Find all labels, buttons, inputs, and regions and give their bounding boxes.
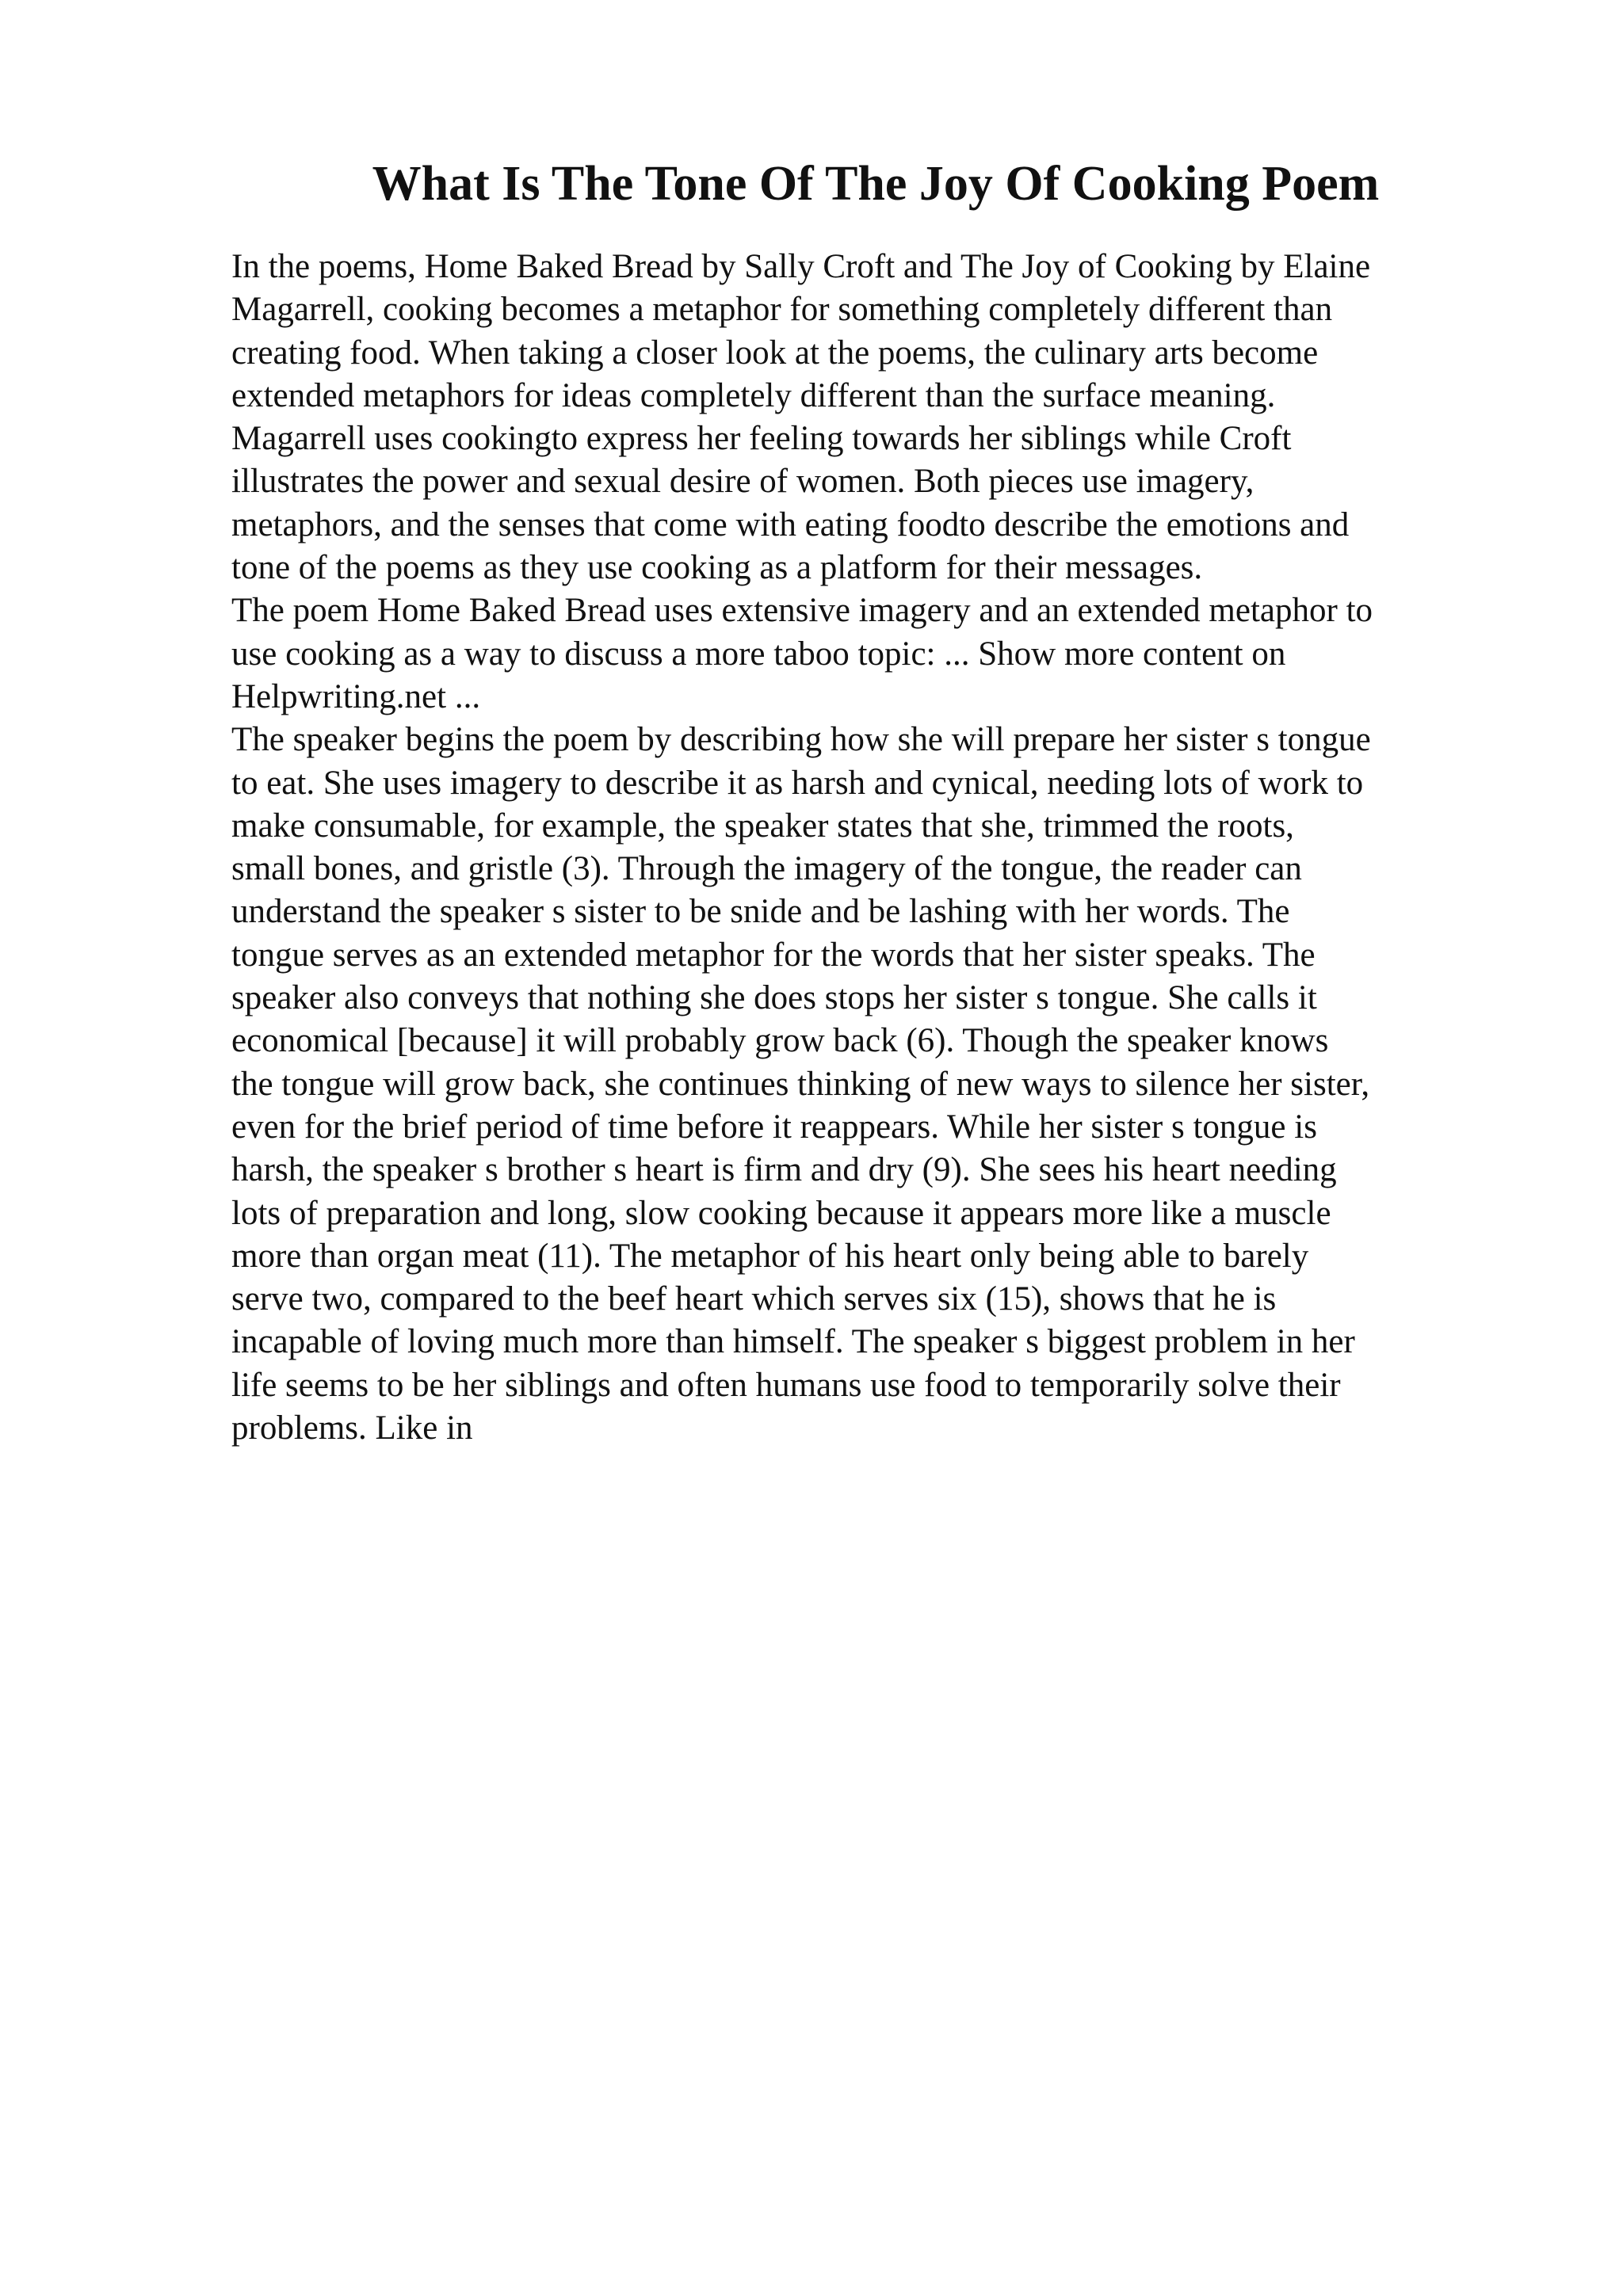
body-line: the tongue will grow back, she continues thinking of new ways to silence her sister, <box>231 1065 1370 1103</box>
body-line: use cooking as a way to discuss a more taboo topic: ... Show more content on <box>231 635 1286 673</box>
body-line: problems. Like in <box>231 1409 473 1447</box>
body-line: lots of preparation and long, slow cooking because it appears more like a muscle <box>231 1194 1331 1232</box>
body-line: In the poems, Home Baked Bread by Sally Croft and The Joy of Cooking by Elaine <box>231 248 1371 285</box>
body-line: incapable of loving much more than himself. The speaker s biggest problem in her <box>231 1323 1355 1361</box>
body-line: creating food. When taking a closer look at the poems, the culinary arts become <box>231 334 1319 372</box>
body-line: tone of the poems as they use cooking as a platform for their messages. <box>231 549 1203 587</box>
body-line: Magarrell, cooking becomes a metaphor for something completely different than <box>231 291 1333 329</box>
body-line: The poem Home Baked Bread uses extensive imagery and an extended metaphor to <box>231 592 1373 630</box>
body-line: tongue serves as an extended metaphor for the words that her sister speaks. The <box>231 936 1316 974</box>
body-line: Helpwriting.net ... <box>231 677 481 715</box>
body-line: to eat. She uses imagery to describe it as harsh and cynical, needing lots of work to <box>231 764 1364 802</box>
body-line: harsh, the speaker s brother s heart is firm and dry (9). She sees his heart needing <box>231 1151 1337 1189</box>
body-line: understand the speaker s sister to be snide and be lashing with her words. The <box>231 893 1290 931</box>
body-line: The speaker begins the poem by describing how she will prepare her sister s tongue <box>231 721 1371 759</box>
document-body <box>231 246 1468 1450</box>
body-line: extended metaphors for ideas completely different than the surface meaning. <box>231 376 1276 414</box>
body-line: small bones, and gristle (3). Through the imagery of the tongue, the reader can <box>231 850 1302 888</box>
body-line: economical [because] it will probably grow back (6). Though the speaker knows <box>231 1022 1329 1060</box>
body-line: even for the brief period of time before it reappears. While her sister s tongue is <box>231 1108 1317 1146</box>
body-line: speaker also conveys that nothing she does stops her sister s tongue. She calls it <box>231 979 1317 1017</box>
body-line: make consumable, for example, the speaker states that she, trimmed the roots, <box>231 807 1294 845</box>
body-line: more than organ meat (11). The metaphor of his heart only being able to barely <box>231 1237 1309 1275</box>
body-line: illustrates the power and sexual desire of women. Both pieces use imagery, <box>231 463 1254 501</box>
body-line: serve two, compared to the beef heart which serves six (15), shows that he is <box>231 1280 1277 1318</box>
body-line: metaphors, and the senses that come with eating foodto describe the emotions and <box>231 505 1350 543</box>
body-line: life seems to be her siblings and often humans use food to temporarily solve their <box>231 1366 1341 1404</box>
body-line: Magarrell uses cookingto express her feeling towards her siblings while Croft <box>231 420 1292 458</box>
document-title: What Is The Tone Of The Joy Of Cooking Poem <box>372 157 1380 211</box>
